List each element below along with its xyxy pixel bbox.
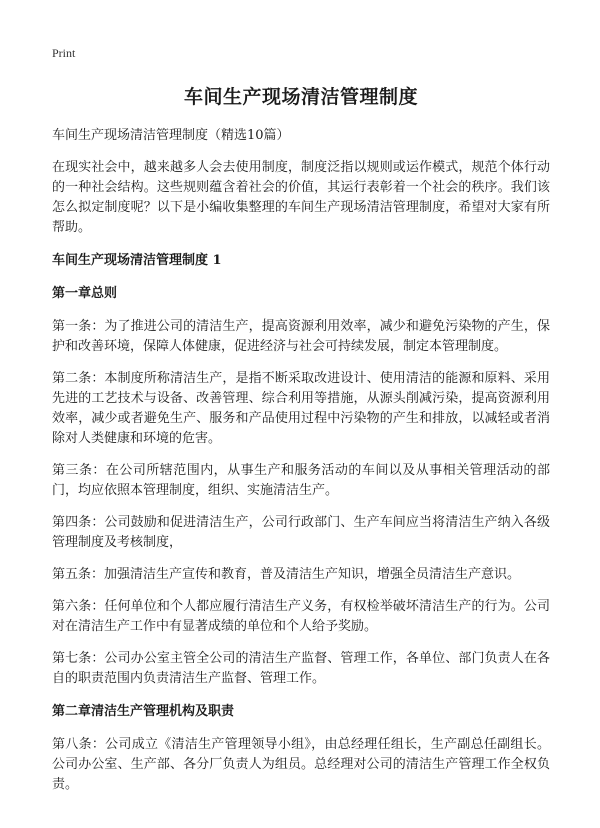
- article-paragraph: 第一条：为了推进公司的清洁生产，提高资源利用效率，减少和避免污染物的产生，保护和改善环境，保障人体健康，促进经济与社会可持续发展，制定本管理制度。: [52, 319, 550, 354]
- article-paragraph: 第八条：公司成立《清洁生产管理领导小组》，由总经理任组长，生产副总任副组长。公司办公室、生产部、各分厂负责人为组员。总经理对公司的清洁生产管理工作全权负责。: [52, 737, 550, 792]
- article-paragraph: 第二条：本制度所称清洁生产，是指不断采取改进设计、使用清洁的能源和原料、采用先进的工艺技术与设备、改善管理、综合利用等措施，从源头削减污染，提高资源利用效率，减少或者避免生产、服务和产品使用过程中污染物的产生和排放，以减轻或者消除对人类健康和环境的危害。: [52, 371, 550, 446]
- chapter-heading: 第一章总则: [52, 286, 118, 301]
- page-title: 车间生产现场清洁管理制度: [183, 86, 418, 108]
- document-subtitle: 车间生产现场清洁管理制度（精选10篇）: [52, 128, 290, 143]
- section-heading: 车间生产现场清洁管理制度 1: [52, 253, 222, 268]
- article-paragraph: 第五条：加强清洁生产宣传和教育，普及清洁生产知识，增强全员清洁生产意识。: [52, 567, 521, 582]
- chapter-heading: 第二章清洁生产管理机构及职责: [52, 704, 235, 719]
- intro-paragraph: 在现实社会中，越来越多人会去使用制度，制度泛指以规则或运作模式，规范个体行动的一种社会结构。这些规则蕴含着社会的价值，其运行表彰着一个社会的秩序。我们该怎么拟定制度呢？以下是小编收集整理的车间生产现场清洁管理制度，希望对大家有所帮助。: [52, 160, 550, 235]
- article-paragraph: 第三条：在公司所辖范围内，从事生产和服务活动的车间以及从事相关管理活动的部门，均应依照本管理制度，组织、实施清洁生产。: [52, 463, 550, 498]
- article-paragraph: 第六条：任何单位和个人都应履行清洁生产义务，有权检举破坏清洁生产的行为。公司对在清洁生产工作中有显著成绩的单位和个人给予奖励。: [52, 599, 550, 634]
- article-paragraph: 第七条：公司办公室主管全公司的清洁生产监督、管理工作，各单位、部门负责人在各自的职责范围内负责清洁生产监督、管理工作。: [52, 651, 550, 686]
- print-link[interactable]: Print: [52, 46, 76, 60]
- article-paragraph: 第四条：公司鼓励和促进清洁生产，公司行政部门、生产车间应当将清洁生产纳入各级管理制度及考核制度，: [52, 515, 550, 550]
